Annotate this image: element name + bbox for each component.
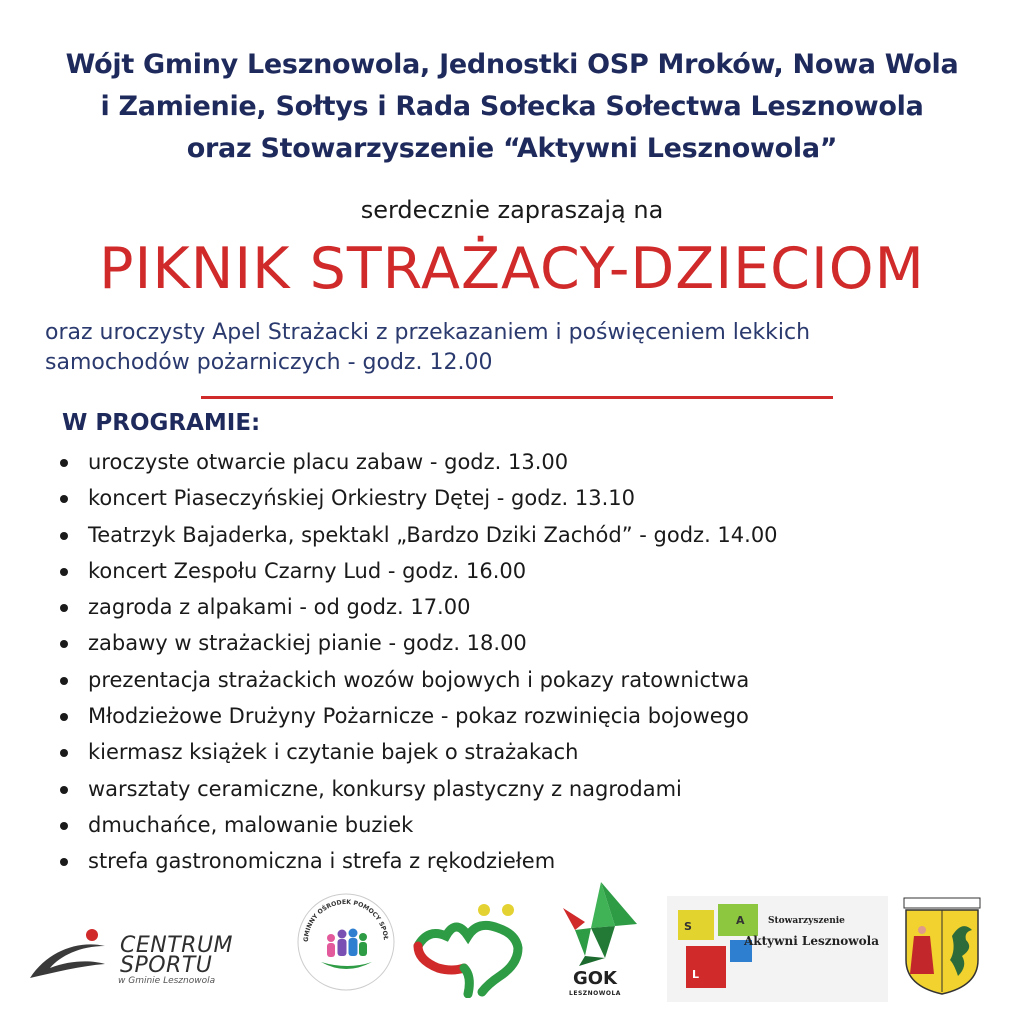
program-heading: W PROGRAMIE: <box>62 410 261 436</box>
list-item-text: Teatrzyk Bajaderka, spektakl „Bardzo Dziki Zachód” - godz. 14.00 <box>88 522 778 547</box>
puzzle-icon <box>672 900 772 1000</box>
list-item-text: uroczyste otwarcie placu zabaw - godz. 13.00 <box>88 450 569 474</box>
bullet-icon <box>60 749 68 757</box>
list-item-text: koncert Piaseczyńskiej Orkiestry Dętej - godz. 13.10 <box>88 486 636 511</box>
subtitle-line: samochodów pożarniczych - godz. 12.00 <box>45 350 493 375</box>
subtitle-line: oraz uroczysty Apel Strażacki z przekazaniem i poświęceniem lekkich <box>45 320 811 345</box>
list-item <box>60 698 778 734</box>
centrum-sportu-sub: w Gminie Lesznowola <box>118 976 216 986</box>
list-item-text: zabawy w strażackiej pianie - godz. 18.00 <box>88 631 527 656</box>
list-item <box>60 444 778 480</box>
list-item-text: dmuchańce, malowanie buziek <box>88 812 414 837</box>
sponsor-logos <box>0 880 1024 1010</box>
gops-ring-text: GMINNY OŚRODEK POMOCY SPOŁ <box>302 898 389 943</box>
bullet-icon <box>60 532 68 540</box>
bullet-icon <box>60 459 68 467</box>
bullet-icon <box>60 677 68 685</box>
green-dragon-icon <box>545 880 645 970</box>
event-subtitle <box>45 318 985 378</box>
list-item-text: kiermasz książek i czytanie bajek o strażakach <box>88 740 579 765</box>
list-item <box>60 807 778 843</box>
list-item <box>60 843 778 879</box>
puzzle-letter-a: A <box>736 914 745 927</box>
divider <box>201 396 833 399</box>
bullet-icon <box>60 568 68 576</box>
bullet-icon <box>60 786 68 794</box>
centrum-line: CENTRUM <box>120 933 234 958</box>
list-item-text: Młodzieżowe Drużyny Pożarnicze - pokaz rozwinięcia bojowego <box>88 704 749 729</box>
gops-emblem-icon <box>296 892 396 992</box>
invite-text: serdecznie zapraszają na <box>360 196 664 224</box>
event-title: PIKNIK STRAŻACY-DZIECIOM <box>99 236 925 302</box>
list-item <box>60 734 778 770</box>
organizers-line: i Zamienie, Sołtys i Rada Sołecka Sołectwa Lesznowola <box>100 91 924 122</box>
bullet-icon <box>60 858 68 866</box>
bullet-icon <box>60 713 68 721</box>
list-item-text: zagroda z alpakami - od godz. 17.00 <box>88 595 471 620</box>
list-item <box>60 771 778 807</box>
organizers-line: oraz Stowarzyszenie “Aktywni Lesznowola” <box>186 133 838 164</box>
bullet-icon <box>60 640 68 648</box>
list-item <box>60 517 778 553</box>
puzzle-letter-l: L <box>692 968 700 981</box>
gok-name: GOK <box>572 968 618 989</box>
list-item-text: strefa gastronomiczna i strefa z rękodziełem <box>88 849 556 874</box>
program-list <box>60 444 778 880</box>
stowarzyszenie-label: Stowarzyszenie <box>768 916 845 926</box>
list-item-text: prezentacja strażackich wozów bojowych i pokazy ratownictwa <box>88 667 750 692</box>
organizers-line: Wójt Gminy Lesznowola, Jednostki OSP Mroków, Nowa Wola <box>65 49 959 80</box>
list-item <box>60 589 778 625</box>
list-item-text: koncert Zespołu Czarny Lud - godz. 16.00 <box>88 558 527 583</box>
gok-sub: LESZNOWOLA <box>569 990 621 997</box>
list-item <box>60 480 778 516</box>
lesznowola-crest-icon <box>902 896 982 996</box>
centrum-sportu-logo <box>0 880 280 1010</box>
list-item <box>60 625 778 661</box>
list-item <box>60 553 778 589</box>
bullet-icon <box>60 822 68 830</box>
stowarzyszenie-name: Aktywni Lesznowola <box>744 934 879 948</box>
community-logo <box>408 898 528 998</box>
bullet-icon <box>60 495 68 503</box>
list-item <box>60 662 778 698</box>
list-item-text: warsztaty ceramiczne, konkursy plastyczny z nagrodami <box>88 776 682 801</box>
heart-people-icon <box>408 898 528 998</box>
bullet-icon <box>60 604 68 612</box>
gops-logo <box>296 892 396 992</box>
sportu-line: SPORTU <box>120 953 213 978</box>
organizers-header <box>0 44 1024 170</box>
puzzle-letter-s: S <box>684 920 692 933</box>
